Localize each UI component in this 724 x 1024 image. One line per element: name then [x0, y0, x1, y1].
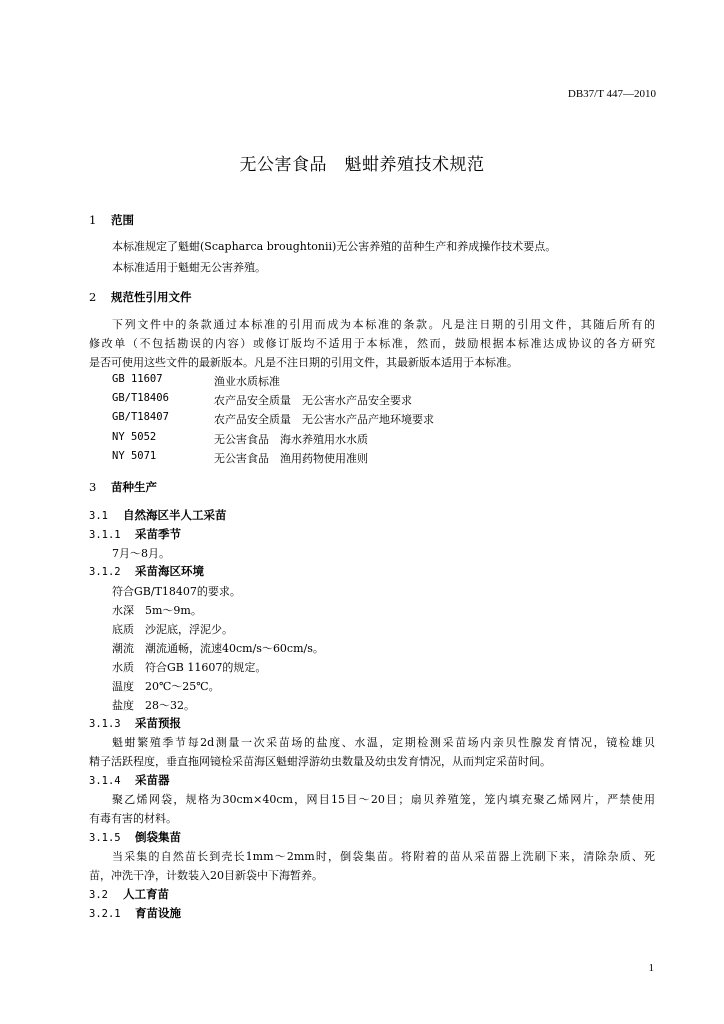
environment-item: 温度 20℃～25℃。 — [112, 680, 220, 693]
reference-row — [0, 450, 724, 470]
paragraph: 本标准规定了魁蚶(Scapharca broughtonii)无公害养殖的苗种生产和养成操作技术要点。 — [112, 240, 557, 253]
subsection-title: 自然海区半人工采苗 — [123, 508, 227, 522]
subsection-heading-3-2 — [89, 886, 169, 902]
subsection-heading-3-1-3 — [89, 715, 181, 731]
reference-code: NY 5052 — [112, 431, 157, 443]
subsection-number: 3.1.3 — [89, 718, 121, 730]
subsection-heading-3-1 — [89, 507, 227, 523]
reference-row — [0, 431, 724, 451]
section-heading-2 — [89, 289, 192, 305]
paragraph-line: 下列文件中的条款通过本标准的引用而成为本标准的条款。凡是注日期的引用文件，其随后所有的 — [112, 318, 655, 331]
reference-row — [0, 392, 724, 412]
environment-item: 盐度 28～32。 — [112, 699, 195, 712]
subsection-number: 3.1.2 — [89, 566, 121, 578]
paragraph-line: 聚乙烯网袋，规格为30cm×40cm，网目15目～20目；扇贝养殖笼，笼内填充聚乙烯网片，严禁使用 — [112, 793, 655, 806]
paragraph-line: 苗，冲洗干净，计数装入20目新袋中下海暂养。 — [89, 869, 323, 882]
reference-title: 无公害食品 海水养殖用水水质 — [214, 433, 368, 446]
subsection-number: 3.2 — [89, 889, 108, 901]
subsection-title: 育苗设施 — [135, 906, 182, 920]
document-id: DB37/T 447—2010 — [567, 88, 656, 100]
section-number: 1 — [89, 213, 97, 227]
subsection-heading-3-2-1 — [89, 905, 181, 921]
reference-code: GB 11607 — [112, 373, 163, 385]
subsection-number: 3.1 — [89, 510, 108, 522]
section-title: 规范性引用文件 — [111, 290, 192, 304]
section-heading-3 — [89, 479, 157, 495]
environment-item: 潮流 潮流通畅，流速40cm/s～60cm/s。 — [112, 642, 324, 655]
environment-item: 水深 5m～9m。 — [112, 604, 202, 617]
environment-item: 底质 沙泥底，浮泥少。 — [112, 623, 233, 636]
subsection-number: 3.1.4 — [89, 775, 121, 787]
paragraph-line: 当采集的自然苗长到壳长1mm～2mm时，倒袋集苗。将附着的苗从采苗器上洗刷下来，清除杂质、死 — [112, 850, 655, 863]
paragraph: 本标准适用于魁蚶无公害养殖。 — [112, 261, 266, 274]
reference-title: 农产品安全质量 无公害水产品产地环境要求 — [214, 413, 434, 426]
subsection-heading-3-1-4 — [89, 772, 170, 788]
subsection-title: 采苗器 — [135, 773, 170, 787]
reference-row — [0, 373, 724, 393]
subsection-heading-3-1-1 — [89, 526, 181, 542]
section-title: 苗种生产 — [111, 480, 158, 494]
subsection-heading-3-1-5 — [89, 829, 181, 845]
section-number: 3 — [89, 480, 97, 494]
section-number: 2 — [89, 290, 97, 304]
environment-item: 水质 符合GB 11607的规定。 — [112, 661, 267, 674]
subsection-number: 3.1.1 — [89, 529, 121, 541]
reference-code: NY 5071 — [112, 450, 157, 462]
paragraph: 7月～8月。 — [112, 547, 170, 560]
paragraph-line: 修改单（不包括勘误的内容）或修订版均不适用于本标准，然而，鼓励根据本标准达成协议的各方研究 — [89, 337, 655, 350]
paragraph-line: 魁蚶繁殖季节每2d测量一次采苗场的盐度、水温，定期检测采苗场内亲贝性腺发育情况，镜检雄贝 — [112, 736, 655, 749]
paragraph-line: 是否可使用这些文件的最新版本。凡是不注日期的引用文件，其最新版本适用于本标准。 — [89, 356, 518, 369]
reference-code: GB/T18407 — [112, 411, 169, 423]
section-heading-1 — [89, 212, 134, 228]
subsection-title: 倒袋集苗 — [135, 830, 182, 844]
reference-title: 渔业水质标准 — [214, 375, 280, 388]
subsection-heading-3-1-2 — [89, 563, 204, 579]
section-title: 范围 — [111, 213, 135, 227]
reference-code: GB/T18406 — [112, 392, 169, 404]
subsection-number: 3.2.1 — [89, 908, 121, 920]
subsection-title: 采苗预报 — [135, 716, 182, 730]
subsection-title: 采苗季节 — [135, 527, 182, 541]
reference-row — [0, 411, 724, 431]
environment-item: 符合GB/T18407的要求。 — [112, 585, 241, 598]
page-number: 1 — [648, 962, 654, 974]
subsection-number: 3.1.5 — [89, 832, 121, 844]
reference-title: 农产品安全质量 无公害水产品安全要求 — [214, 394, 412, 407]
page-title: 无公害食品 魁蚶养殖技术规范 — [239, 155, 485, 175]
paragraph-line: 有毒有害的材料。 — [89, 812, 177, 825]
reference-title: 无公害食品 渔用药物使用准则 — [214, 452, 368, 465]
paragraph-line: 精子活跃程度，垂直拖网镜检采苗海区魁蚶浮游幼虫数量及幼虫发育情况，从而判定采苗时间。 — [89, 755, 551, 768]
subsection-title: 人工育苗 — [123, 887, 170, 901]
subsection-title: 采苗海区环境 — [135, 564, 205, 578]
